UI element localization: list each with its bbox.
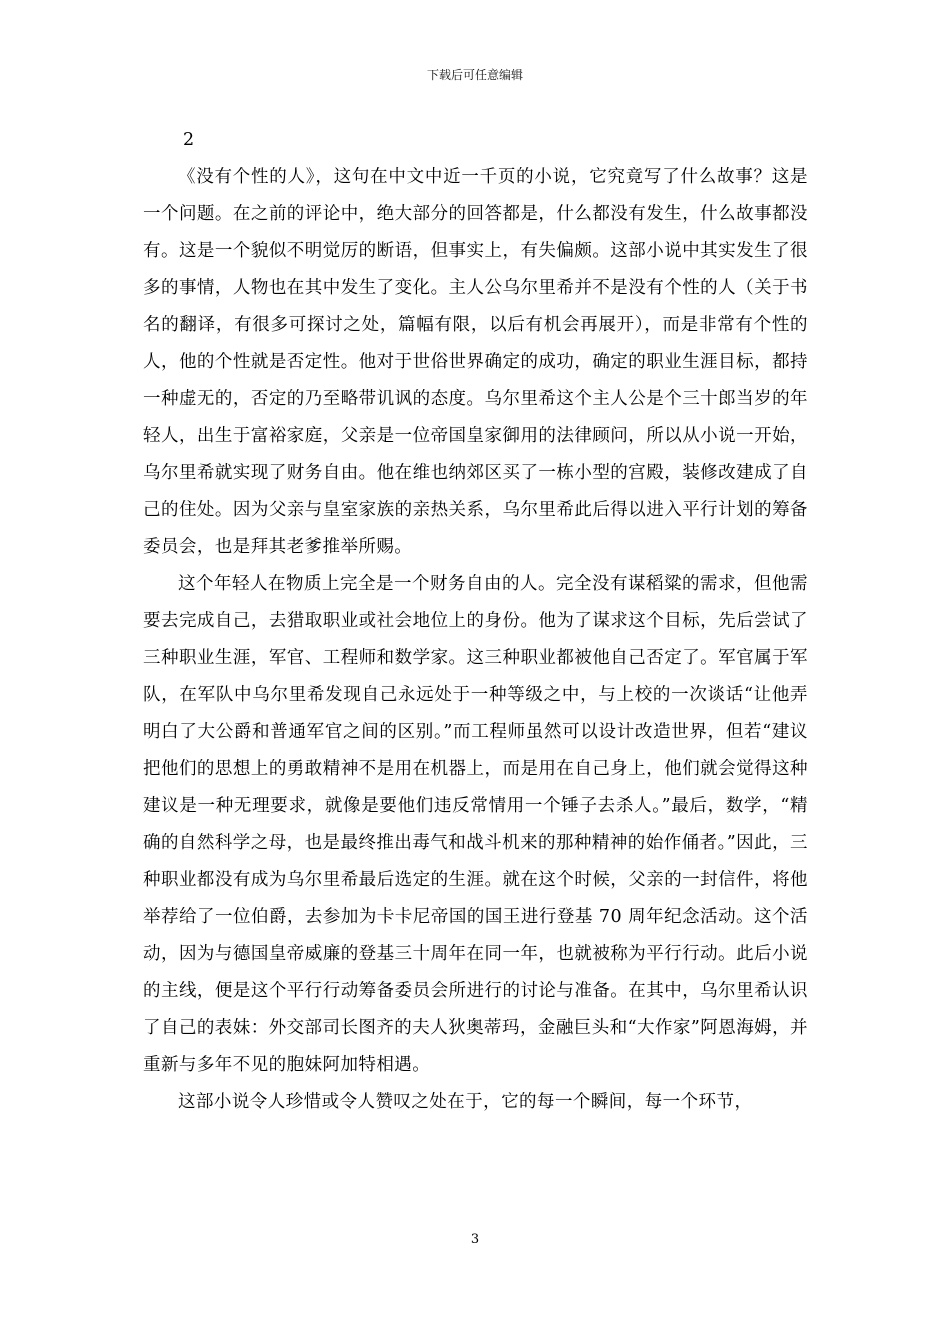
- page-number: 3: [470, 1232, 480, 1247]
- paragraph: 《没有个性的人》，这句在中文中近一千页的小说，它究竟写了什么故事？这是一个问题。在之前的评论中，绝大部分的回答都是，什么都没有发生，什么故事都没有。这是一个貌似不明觉厉的断语，但事实上，有失偏颇。这部小说中其实发生了很多的事情，人物也在其中发生了变化。主人公乌尔里希并不是没有个性的人（关于书名的翻译，有很多可探讨之处，篇幅有限，以后有机会再展开），而是非常有个性的人，他的个性就是否定性。他对于世俗世界确定的成功，确定的职业生涯目标，都持一种虚无的，否定的乃至略带讥讽的态度。乌尔里希这个主人公是个三十郎当岁的年轻人，出生于富裕家庭，父亲是一位帝国皇家御用的法律顾问，所以从小说一开始，乌尔里希就实现了财务自由。他在维也纳郊区买了一栋小型的宫殿，装修改建成了自己的住处。因为父亲与皇室家族的亲热关系，乌尔里希此后得以进入平行计划的筹备委员会，也是拜其老爹推举所赐。: [143, 167, 808, 557]
- paragraph: 这个年轻人在物质上完全是一个财务自由的人。完全没有谋稻粱的需求，但他需要去完成自己，去猎取职业或社会地位上的身份。他为了谋求这个目标，先后尝试了三种职业生涯，军官、工程师和数学家。这三种职业都被他自己否定了。军官属于军队，在军队中乌尔里希发现自己永远处于一种等级之中，与上校的一次谈话“让他弄明白了大公爵和普通军官之间的区别。”而工程师虽然可以设计改造世界，但若“建议把他们的思想上的勇敢精神不是用在机器上，而是用在自己身上，他们就会觉得这种建议是一种无理要求，就像是要他们违反常情用一个锤子去杀人。”最后，数学，“精确的自然科学之母，也是最终推出毒气和战斗机来的那种精神的始作俑者。”因此，三种职业都没有成为乌尔里希最后选定的生涯。就在这个时候，父亲的一封信件，将他举荐给了一位伯爵，去参加为卡卡尼帝国的国王进行登基 70 周年纪念活动。这个活动，因为与德国皇帝威廉的登基三十周年在同一年，也就被称为平行行动。此后小说的主线，便是这个平行行动筹备委员会所进行的讨论与准备。在其中，乌尔里希认识了自己的表妹：外交部司长图齐的夫人狄奥蒂玛，金融巨头和“大作家”阿恩海姆，并重新与多年不见的胞妹阿加特相遇。: [143, 574, 808, 1075]
- section-number: 2: [183, 130, 195, 150]
- document-body: [143, 122, 808, 1121]
- page-header: 下载后可任意编辑: [426, 68, 523, 82]
- paragraph: 这部小说令人珍惜或令人赞叹之处在于，它的每一个瞬间，每一个环节，: [178, 1092, 753, 1112]
